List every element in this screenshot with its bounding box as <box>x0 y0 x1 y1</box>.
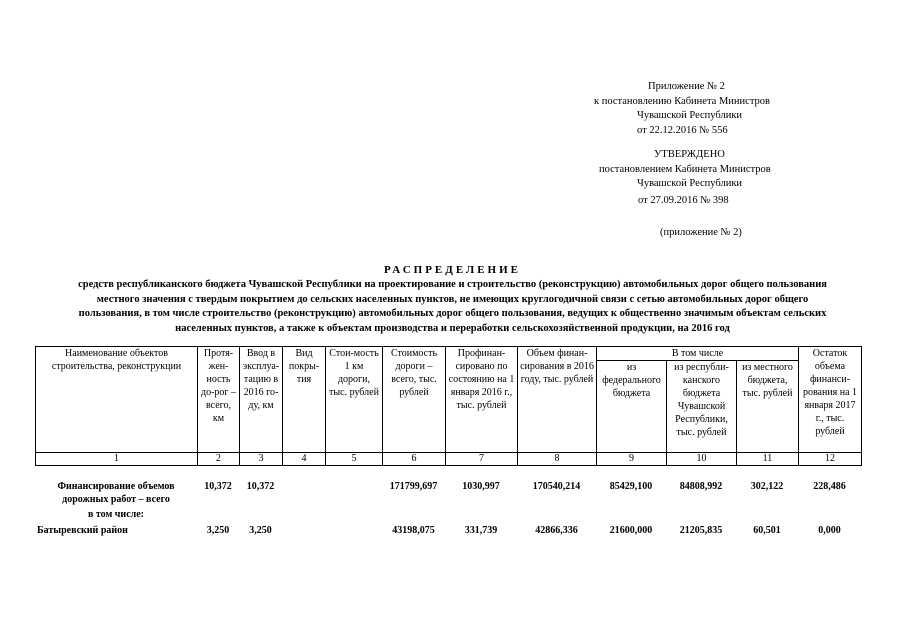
column-number: 11 <box>737 453 799 466</box>
table-row <box>35 508 861 524</box>
cell-local: 60,501 <box>753 525 781 536</box>
distribution-table-header <box>35 346 862 466</box>
appendix-line-2: к постановлению Кабинета Министров <box>594 95 770 107</box>
column-number: 4 <box>283 453 326 466</box>
subtitle-line-2: местного значения с твердым покрытием до сельских населенных пунктов, не имеющих круглогодичной связи с сетью автомобильных дорог общего <box>96 293 809 305</box>
approval-line-3: Чувашской Республики <box>637 178 743 189</box>
column-number: 7 <box>446 453 518 466</box>
table-row <box>35 480 861 508</box>
table-row <box>35 524 861 540</box>
appendix-block <box>594 80 824 138</box>
document-title: РАСПРЕДЕЛЕНИЕ <box>383 264 521 276</box>
cell-surface-type <box>282 508 325 524</box>
subtitle-line-4: населенных пунктов, а также к объектам производства и переработки сельскохозяйственной продукции, на 2016 год <box>175 322 730 334</box>
cell-cost-per-km <box>325 524 382 540</box>
cell-total-cost <box>382 508 445 524</box>
appendix-line-1: Приложение № 2 <box>648 81 725 92</box>
column-number: 9 <box>597 453 667 466</box>
row-name: в том числе: <box>87 509 145 520</box>
cell-local: 302,122 <box>750 481 784 492</box>
cell-republic <box>666 508 736 524</box>
cell-financing-2016 <box>517 508 596 524</box>
cell-republic: 84808,992 <box>679 481 723 492</box>
appendix-line-3: Чувашской Республики <box>637 110 743 121</box>
cell-length: 3,250 <box>206 525 230 536</box>
approval-line-2: постановлением Кабинета Министров <box>599 163 771 175</box>
approval-block <box>594 148 824 208</box>
cell-local <box>736 508 798 524</box>
cell-commissioning: 3,250 <box>249 525 272 536</box>
column-number: 5 <box>326 453 383 466</box>
header-republic: из республи-канского бюджета Чувашской Республики, тыс. рублей <box>667 361 737 453</box>
cell-total-cost: 43198,075 <box>392 525 435 536</box>
cell-financing-2016: 42866,336 <box>535 525 578 536</box>
header-financed: Профинан-сировано по состоянию на 1 января 2016 г., тыс. рублей <box>446 347 518 453</box>
cell-commissioning: 10,372 <box>246 481 275 492</box>
document-subtitle <box>20 278 885 336</box>
cell-financing-2016: 170540,214 <box>532 481 581 492</box>
column-numbers-row <box>36 453 862 466</box>
appendix-line-4: от 22.12.2016 № 556 <box>637 124 728 136</box>
cell-commissioning <box>239 508 282 524</box>
header-object-name: Наименование объектов строительства, реконструкции <box>36 347 198 453</box>
header-remaining: Остаток объема финанси-рования на 1 января 2017 г., тыс. рублей <box>799 347 862 453</box>
header-surface-type: Вид покры-тия <box>283 347 326 453</box>
cell-financed: 1030,997 <box>462 481 500 492</box>
cell-federal: 85429,100 <box>609 481 653 492</box>
cell-federal <box>596 508 666 524</box>
cell-total-cost: 171799,697 <box>389 481 438 492</box>
cell-surface-type <box>282 524 325 540</box>
appendix-note: (приложение № 2) <box>660 227 742 238</box>
header-federal: из федерального бюджета <box>597 361 667 453</box>
row-name: Финансирование объемов дорожных работ – всего <box>57 481 175 505</box>
column-number: 10 <box>667 453 737 466</box>
column-number: 6 <box>383 453 446 466</box>
row-name: Батыревский район <box>37 525 128 536</box>
header-local: из местного бюджета, тыс. рублей <box>737 361 799 453</box>
cell-surface-type <box>282 480 325 508</box>
cell-length <box>197 508 239 524</box>
cell-length: 10,372 <box>204 481 232 492</box>
header-cost-per-km: Стои-мость 1 км дороги, тыс. рублей <box>326 347 383 453</box>
cell-cost-per-km <box>325 508 382 524</box>
header-total-cost: Стоимость дороги – всего, тыс. рублей <box>383 347 446 453</box>
header-length: Протя-жен-ность до-рог – всего, км <box>198 347 240 453</box>
column-number: 1 <box>36 453 198 466</box>
distribution-table-body <box>35 480 861 540</box>
cell-federal: 21600,000 <box>609 525 653 536</box>
header-financing-2016: Объем финан-сирования в 2016 году, тыс. рублей <box>518 347 597 453</box>
cell-republic: 21205,835 <box>679 525 723 536</box>
subtitle-line-1: средств республиканского бюджета Чувашской Республики на проектирование и строительство (реконструкцию) автомобильных дорог общего пользования <box>78 279 827 290</box>
cell-financed <box>445 508 517 524</box>
subtitle-line-3: пользования, в том числе строительство (реконструкцию) автомобильных дорог общего пользования, ведущих к общественно значимым объектам сельских <box>78 308 827 319</box>
cell-cost-per-km <box>325 480 382 508</box>
cell-remaining <box>798 508 861 524</box>
column-number: 3 <box>240 453 283 466</box>
cell-financed: 331,739 <box>464 525 498 536</box>
approval-line-4: от 27.09.2016 № 398 <box>638 194 729 206</box>
column-number: 2 <box>198 453 240 466</box>
cell-remaining: 0,000 <box>818 525 841 536</box>
header-commissioning: Ввод в эксплуа-тацию в 2016 го-ду, км <box>240 347 283 453</box>
column-number: 8 <box>518 453 597 466</box>
column-number: 12 <box>799 453 862 466</box>
header-group-including: В том числе <box>597 347 799 361</box>
approval-line-1: УТВЕРЖДЕНО <box>654 149 725 160</box>
cell-remaining: 228,486 <box>813 481 846 492</box>
